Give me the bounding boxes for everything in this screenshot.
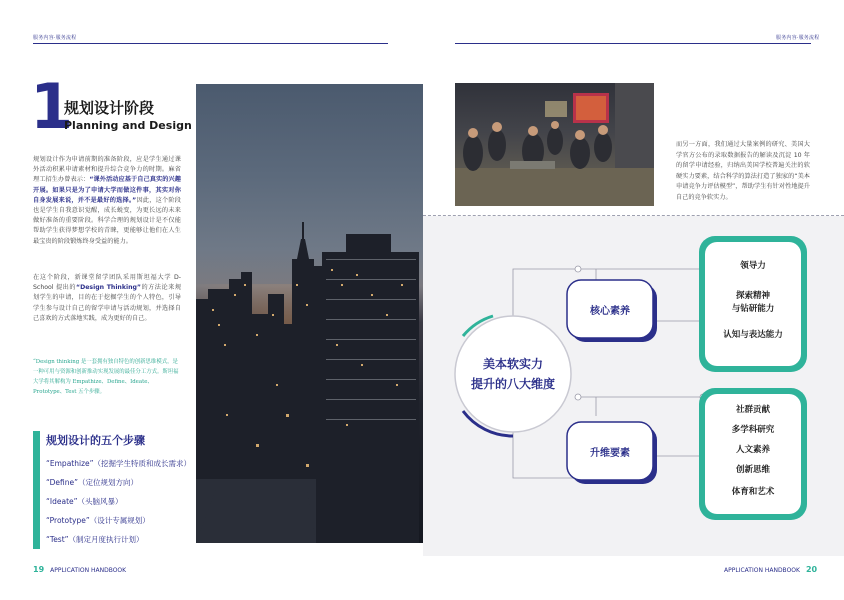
method-paragraph <box>33 273 181 324</box>
design-thinking-note: “Design thinking 是一套拥有独自特色的创新思维模式，是一种可用与资源和创新推动实现发展的最佳分工方式。斯坦福大学将其解构为 Empathize、Define、Ideate、Prototype、Test 五个步骤。 <box>33 359 179 395</box>
center-title-line2: 提升的八大维度 <box>470 377 556 391</box>
skyline-shapes <box>196 84 423 543</box>
intro-text-2: 因此，这个阶段也是学生自我意识觉醒，成长蜕变，为更长远的未来做好准备的重要阶段。科学合理的规划设计是不仅能帮助学生获得梦想学校的青睐，更能够让他们在人生最宝贵的阶段锻炼终身受益的能力。 <box>33 196 181 245</box>
students-lounge-photo <box>455 83 654 206</box>
footer-right <box>724 565 823 574</box>
city-skyline-photo <box>196 84 423 543</box>
center-circle <box>455 316 571 432</box>
header-right-label: 服务内容·服务流程 <box>776 35 820 41</box>
intro-paragraph <box>33 155 181 247</box>
step-item: “Test”（制定月度执行计划） <box>46 535 144 544</box>
method-design-thinking: “Design Thinking” <box>76 284 141 292</box>
section-title-cn: 规划设计阶段 <box>64 99 155 117</box>
header-right-rule <box>455 43 811 44</box>
section-number: 1 <box>30 70 74 143</box>
intro-quote: “课外活动应基于自己真实的兴趣开展。如果只是为了申请大学而做这件事，其实对你自身发展来说，并不是最好的选择。” <box>33 176 181 204</box>
method-text-2: 的方法论来规划学生的申请，目的在于挖掘学生的个人特色，引导学生参与设计自己的留学申请与活动规划，并选择自己喜欢的方式落地实践，成为更好的自己。 <box>33 284 182 322</box>
intro-text-1: 规划设计作为申请前期的准备阶段，应是学生通过课外活动积累申请素材和提升综合竞争力的时期。麻省理工招生办曾表示： <box>33 156 181 184</box>
step-item: “Ideate”（头脑风暴） <box>46 497 123 506</box>
upgrade-item: 体育和艺术 <box>731 486 775 496</box>
section-title-en: Planning and Design <box>64 119 192 132</box>
steps-list <box>46 459 191 554</box>
footer-left-label: APPLICATION HANDBOOK <box>50 567 127 574</box>
steps-title: 规划设计的五个步骤 <box>46 434 145 447</box>
upgrade-item: 多学科研究 <box>731 424 775 434</box>
core-item: 探索精神 <box>735 290 771 300</box>
step-item: “Empathize”（挖掘学生特质和成长需求） <box>46 459 192 468</box>
page-number-left: 19 <box>33 565 45 574</box>
step-item: “Define”（定位规划方向） <box>46 478 139 487</box>
method-text-1: 在这个阶段，新课堂留学团队采用斯坦福大学 D-School 提出的 <box>33 274 181 292</box>
header-left-label: 服务内容·服务流程 <box>33 35 77 41</box>
footer-right-label: APPLICATION HANDBOOK <box>724 567 800 574</box>
model-paragraph: 而另一方面，我们通过大量案例的研究、美国大学官方公布的录取数据报告的解读及沉淀 10 年的留学申请经验，归纳出美国学校普遍关注的软硬实力要素，结合科学的算法打造了独家的“美本申请竞争力评估模型”，帮助学生有针对性地提升自己的竞争软实力。 <box>676 141 810 201</box>
footer-left <box>33 565 126 574</box>
upgrade-label: 升维要素 <box>590 448 630 459</box>
upgrade-item: 创新思维 <box>735 464 771 474</box>
eight-dimensions-diagram <box>423 216 844 556</box>
center-title-line1: 美本软实力 <box>482 357 544 371</box>
page-number-right: 20 <box>805 565 818 574</box>
header-left-rule <box>33 43 388 44</box>
core-item: 认知与表达能力 <box>723 329 783 339</box>
core-item: 与钻研能力 <box>731 303 775 313</box>
upgrade-item: 社群贡献 <box>735 404 771 414</box>
steps-accent-bar <box>33 431 40 549</box>
core-item: 领导力 <box>740 260 766 270</box>
upgrade-item: 人文素养 <box>735 444 771 454</box>
lounge-shapes <box>455 83 654 206</box>
core-label: 核心素养 <box>590 306 630 317</box>
step-item: “Prototype”（设计专属规划） <box>46 516 150 525</box>
